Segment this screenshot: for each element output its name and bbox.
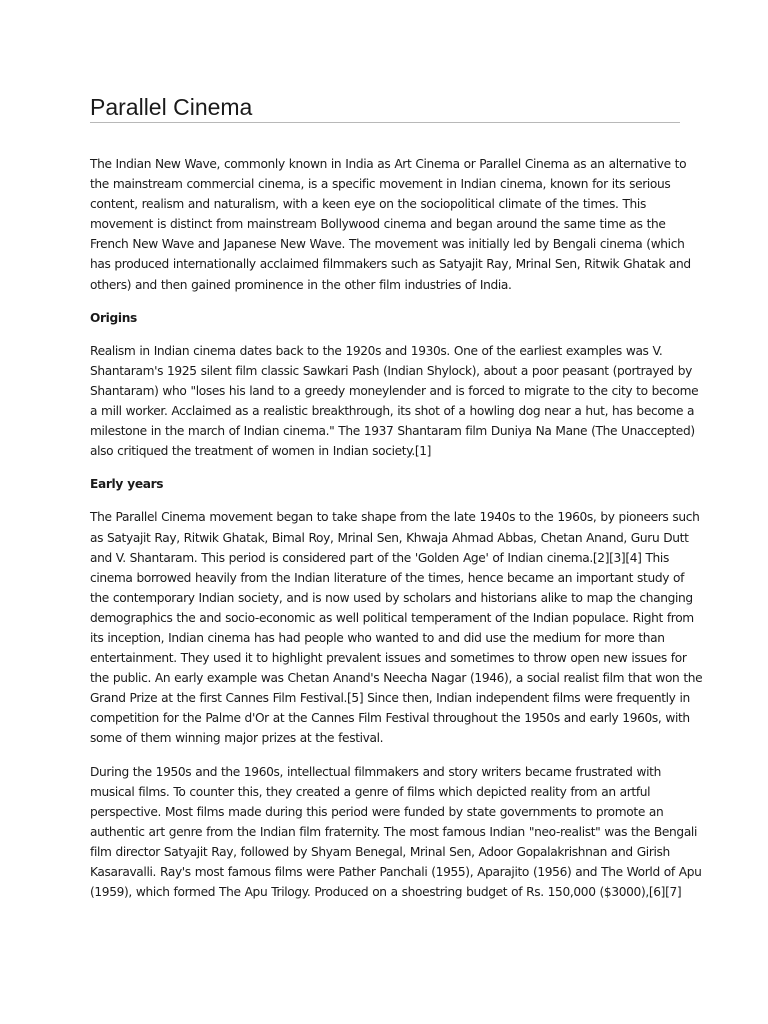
- text-line: Shantaram) who "loses his land to a greedy moneylender and is forced to migrate to the city to become: [90, 383, 699, 398]
- text-line: and V. Shantaram. This period is considered part of the 'Golden Age' of Indian cinema.[2][3][4] This: [90, 550, 669, 565]
- text-line: French New Wave and Japanese New Wave. The movement was initially led by Bengali cinema (which: [90, 237, 685, 252]
- text-line: Kasaravalli. Ray's most famous films were Pather Panchali (1955), Aparajito (1956) and The World of Apu: [90, 865, 702, 879]
- text-line: some of them winning major prizes at the festival.: [90, 731, 384, 746]
- text-line: movement is distinct from mainstream Bollywood cinema and began around the same time as the: [90, 217, 666, 232]
- intro-paragraph: [90, 154, 691, 295]
- text-line: Shantaram's 1925 silent film classic Sawkari Pash (Indian Shylock), about a poor peasant (portrayed by: [90, 363, 692, 378]
- text-line: musical films. To counter this, they created a genre of films which depicted reality from an artful: [90, 784, 651, 799]
- section-heading-early-years: Early years: [90, 477, 164, 492]
- text-line: the contemporary Indian society, and is now used by scholars and historians alike to map the changing: [90, 590, 693, 605]
- text-line: The Parallel Cinema movement began to take shape from the late 1940s to the 1960s, by pioneers such: [90, 510, 700, 525]
- early-years-paragraph-2: [90, 762, 702, 903]
- text-line: others) and then gained prominence in the other film industries of India.: [90, 277, 512, 292]
- page-title: Parallel Cinema: [90, 94, 253, 120]
- text-line: also critiqued the treatment of women in Indian society.[1]: [90, 444, 432, 459]
- text-line: the public. An early example was Chetan Anand's Neecha Nagar (1946), a social realist film that won the: [90, 671, 703, 686]
- text-line: its inception, Indian cinema has had people who wanted to and did use the medium for more than: [90, 630, 665, 645]
- text-line: the mainstream commercial cinema, is a specific movement in Indian cinema, known for its serious: [90, 177, 671, 192]
- text-line: content, realism and naturalism, with a keen eye on the sociopolitical climate of the times. This: [90, 197, 646, 212]
- text-line: cinema borrowed heavily from the Indian literature of the times, hence became an important study of: [90, 570, 685, 585]
- section-heading-origins: Origins: [90, 310, 137, 325]
- text-line: a mill worker. Acclaimed as a realistic breakthrough, its shot of a howling dog near a hut, has become a: [90, 404, 695, 419]
- document-body: [90, 154, 703, 915]
- text-line: During the 1950s and the 1960s, intellectual filmmakers and story writers became frustrated with: [90, 764, 661, 779]
- text-line: has produced internationally acclaimed filmmakers such as Satyajit Ray, Mrinal Sen, Ritwik Ghatak and: [90, 257, 691, 272]
- text-line: competition for the Palme d'Or at the Cannes Film Festival throughout the 1950s and early 1960s, with: [90, 711, 690, 726]
- text-line: (1959), which formed The Apu Trilogy. Produced on a shoestring budget of Rs. 150,000 ($3000),[6][7]: [90, 885, 682, 900]
- text-line: as Satyajit Ray, Ritwik Ghatak, Bimal Roy, Mrinal Sen, Khwaja Ahmad Abbas, Chetan Anand, Guru Dutt: [90, 530, 689, 545]
- origins-paragraph: [90, 341, 699, 462]
- text-line: perspective. Most films made during this period were funded by state governments to promote an: [90, 804, 664, 819]
- text-line: milestone in the march of Indian cinema." The 1937 Shantaram film Duniya Na Mane (The Unaccepted): [90, 424, 695, 439]
- text-line: demographics the and socio-economic as well political temperament of the Indian populace. Right from: [90, 610, 694, 625]
- title-divider: [90, 122, 680, 123]
- text-line: Realism in Indian cinema dates back to the 1920s and 1930s. One of the earliest examples was V.: [90, 343, 663, 358]
- text-line: film director Satyajit Ray, followed by Shyam Benegal, Mrinal Sen, Adoor Gopalakrishnan and Girish: [90, 844, 670, 859]
- text-line: entertainment. They used it to highlight prevalent issues and sometimes to throw open new issues for: [90, 651, 687, 666]
- text-line: Grand Prize at the first Cannes Film Festival.[5] Since then, Indian independent films were frequently in: [90, 691, 690, 706]
- text-line: The Indian New Wave, commonly known in India as Art Cinema or Parallel Cinema as an alternative to: [90, 157, 687, 171]
- early-years-paragraph-1: [90, 507, 703, 748]
- text-line: authentic art genre from the Indian film fraternity. The most famous Indian "neo-realist" was the Bengali: [90, 824, 698, 839]
